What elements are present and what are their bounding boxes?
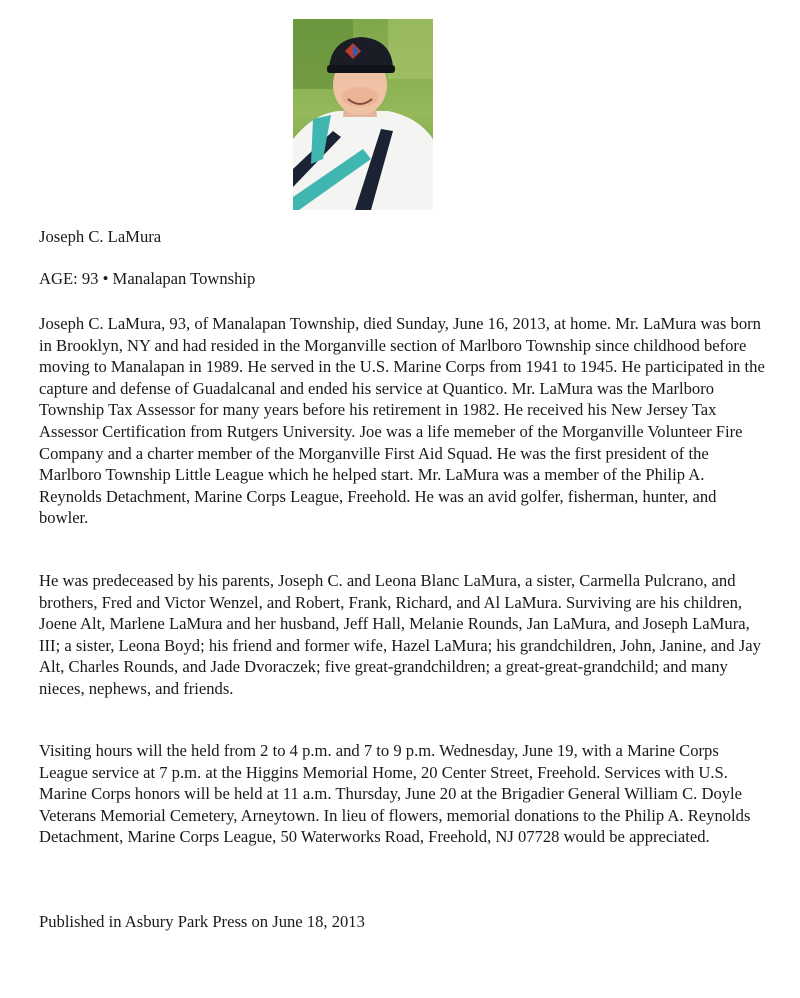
portrait-photo xyxy=(293,19,433,210)
survivors-paragraph: He was predeceased by his parents, Joseph C. and Leona Blanc LaMura, a sister, Carmella Pulcrano, and brothers, Fred and Victor Wenzel, and Robert, Frank, Richard, and Al LaMura. Surviving are his children, Joene Alt, Marlene LaMura and her husband, Jeff Hall, Melanie Rounds, Jan LaMura, and Joseph LaMura, III; a sister, Leona Boyd; his friend and former wife, Hazel LaMura; his grandchildren, John, Janine, and Jay Alt, Charles Rounds, and Jade Dvoraczek; five great-grandchildren; a great-great-grandchild; and many nieces, nephews, and friends. xyxy=(39,571,761,698)
age-location-line: AGE: 93 • Manalapan Township xyxy=(39,269,256,288)
biography-paragraph: Joseph C. LaMura, 93, of Manalapan Township, died Sunday, June 16, 2013, at home. Mr. LaMura was born in Brooklyn, NY and had resided in the Morganville section of Marlboro Township since childhood before moving to Manalapan in 1989. He served in the U.S. Marine Corps from 1941 to 1945. He participated in the capture and defense of Guadalcanal and ended his service at Quantico. Mr. LaMura was the Marlboro Township Tax Assessor for many years before his retirement in 1982. He received his New Jersey Tax Assessor Certification from Rutgers University. Joe was a life memeber of the Morganville Volunteer Fire Company and a charter member of the Morganville First Aid Squad. He was the first president of the Marlboro Township Little League which he helped start. Mr. LaMura was a member of the Philip A. Reynolds Detachment, Marine Corps League, Freehold. He was an avid golfer, fisherman, hunter, and bowler. xyxy=(39,314,765,528)
deceased-name: Joseph C. LaMura xyxy=(39,227,162,246)
services-paragraph: Visiting hours will the held from 2 to 4 p.m. and 7 to 9 p.m. Wednesday, June 19, with a Marine Corps League service at 7 p.m. at the Higgins Memorial Home, 20 Center Street, Freehold. Services with U.S. Marine Corps honors will be held at 11 a.m. Thursday, June 20 at the Brigadier General William C. Doyle Veterans Memorial Cemetery, Arneytown. In lieu of flowers, memorial donations to the Philip A. Reynolds Detachment, Marine Corps League, 50 Waterworks Road, Freehold, NJ 07728 would be appreciated. xyxy=(39,741,751,847)
publication-note: Published in Asbury Park Press on June 18, 2013 xyxy=(39,912,365,931)
